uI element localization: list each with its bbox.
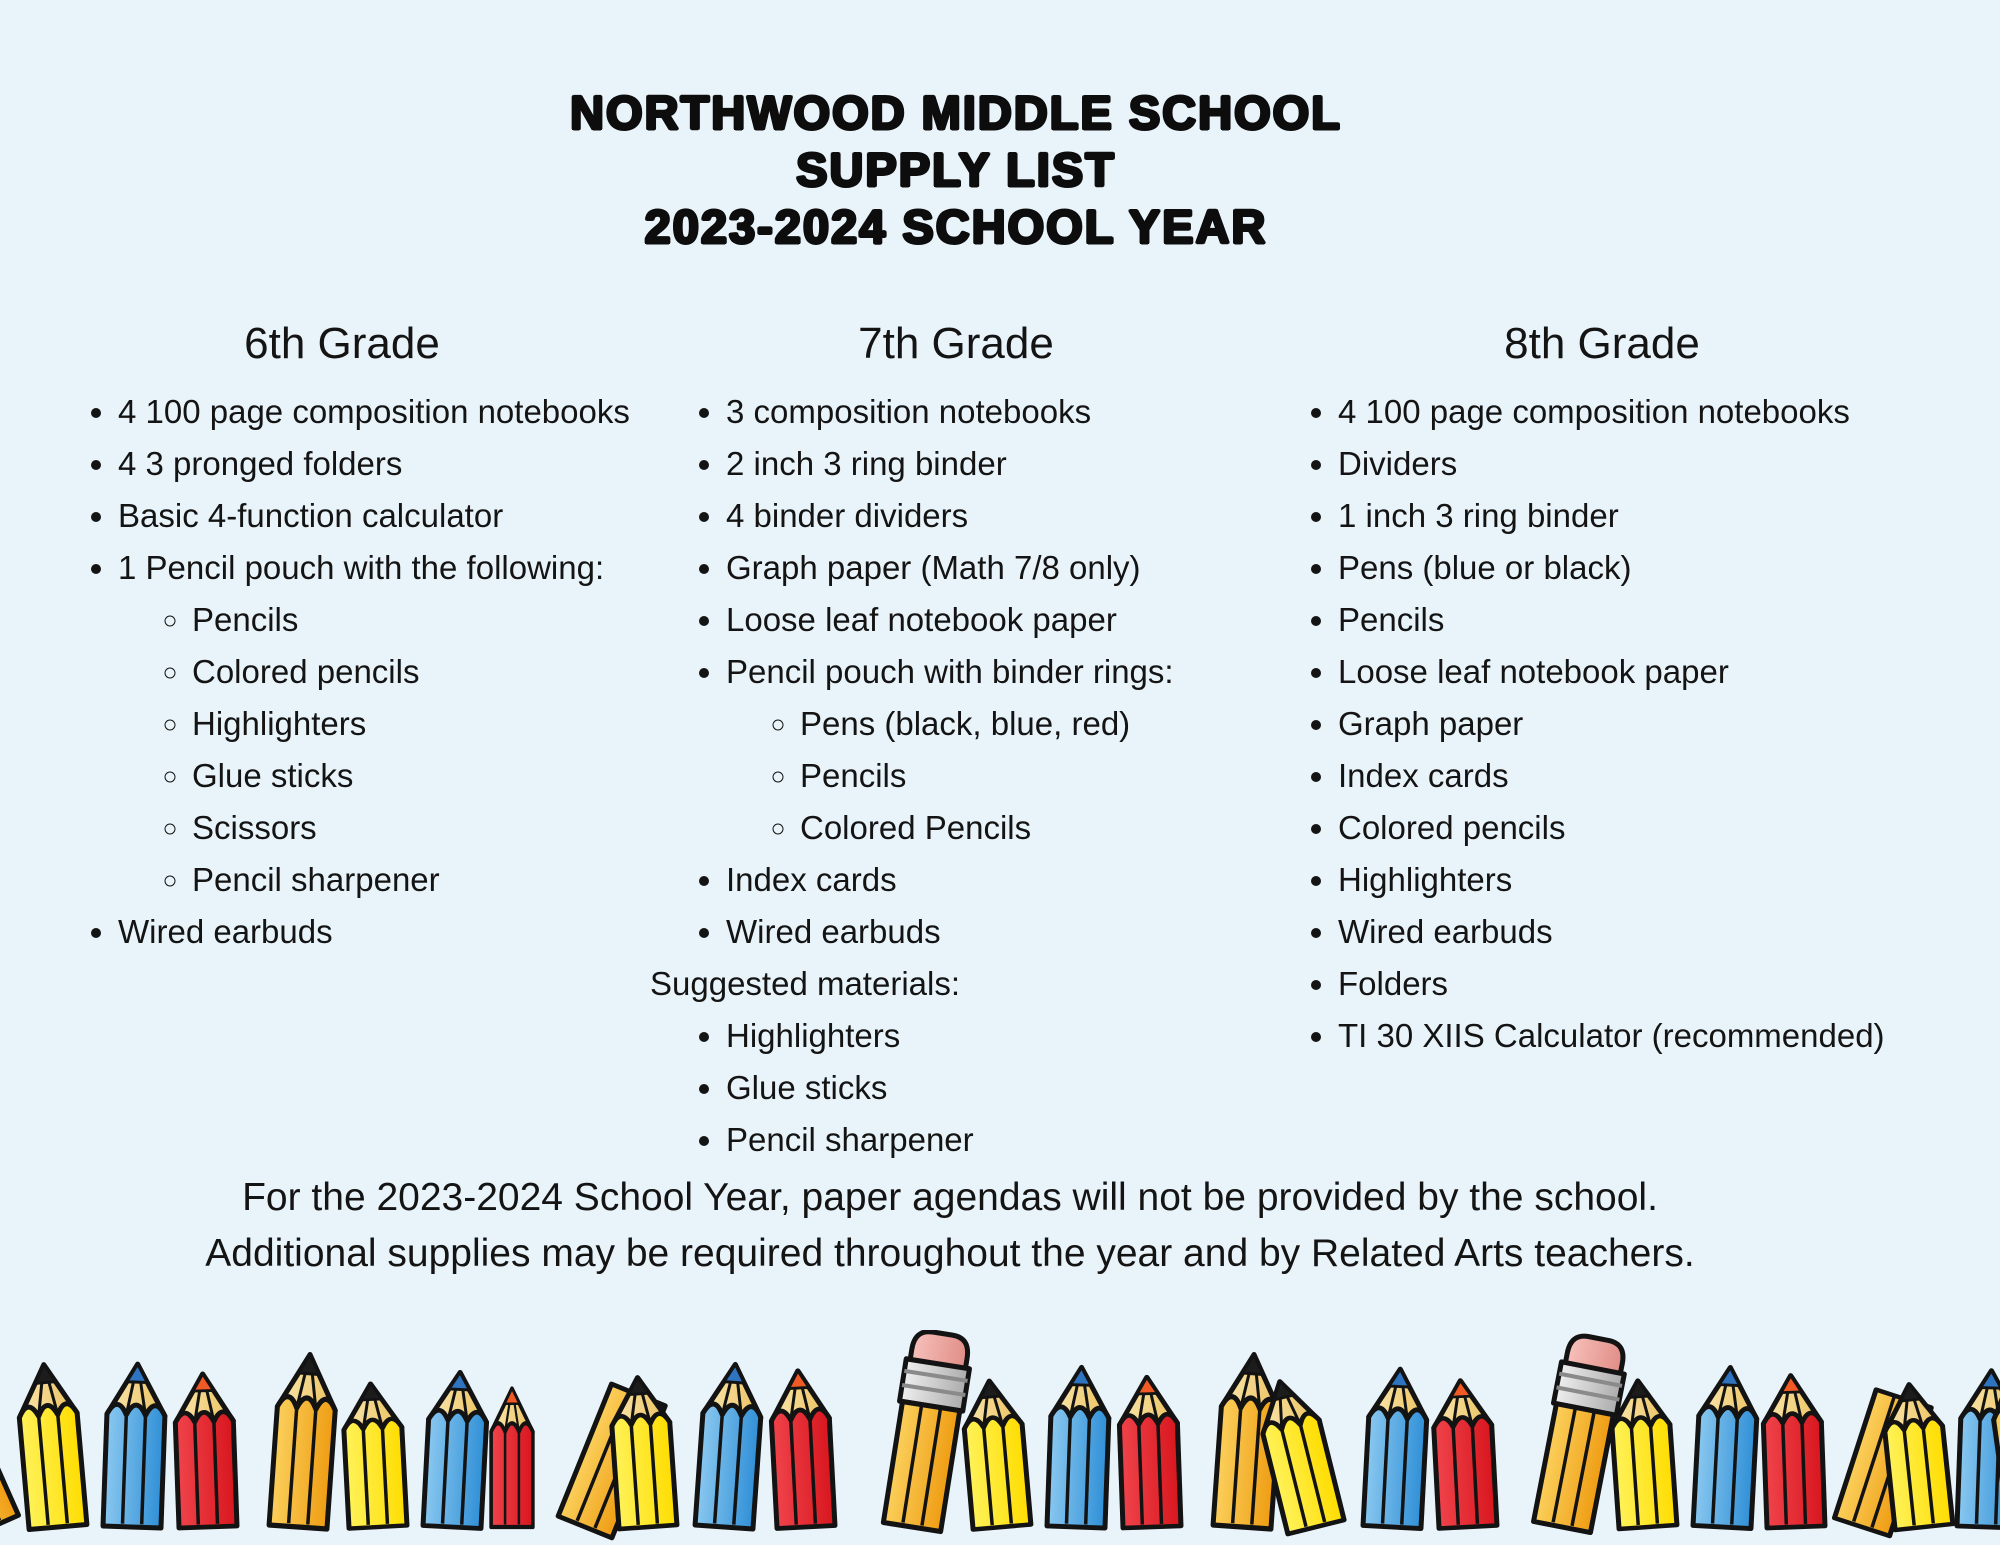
pencil-icon <box>0 1339 21 1540</box>
list-item: • 3 composition notebooks <box>726 386 1262 438</box>
column-8th-grade <box>1262 318 1942 1062</box>
sub-list-item: ◦ Pens (black, blue, red) <box>800 698 1262 750</box>
list-item: • Loose leaf notebook paper <box>1338 646 1942 698</box>
page-title <box>0 84 1912 255</box>
pencil-icon <box>1363 1368 1429 1529</box>
list-item: • Pencil sharpener <box>726 1114 1262 1166</box>
title-line-school: NORTHWOOD MIDDLE SCHOOL <box>570 86 1342 139</box>
note-line-additional: Additional supplies may be required throughout the year and by Related Arts teachers. <box>205 1232 1695 1275</box>
sub-list-item: ◦ Glue sticks <box>192 750 642 802</box>
note-line-agendas: For the 2023-2024 School Year, paper agendas will not be provided by the school. <box>242 1176 1658 1219</box>
list-item: • Graph paper (Math 7/8 only) <box>726 542 1262 594</box>
list-item: • Wired earbuds <box>1338 906 1942 958</box>
pencil-icon <box>174 1373 237 1528</box>
list-item: • Pencils <box>1338 594 1942 646</box>
sub-list-item: ◦ Colored pencils <box>192 646 642 698</box>
list-item: • Basic 4-function calculator <box>118 490 642 542</box>
list-item: • Glue sticks <box>726 1062 1262 1114</box>
list-item: • 1 Pencil pouch with the following: ◦ Pencils ◦ Colored pencils ◦ Highlighters ◦ Glue sticks ◦ Scissors ◦ Pencil sharpener <box>118 542 642 906</box>
list-item: • Pencil pouch with binder rings: ◦ Pens (black, blue, red) ◦ Pencils ◦ Colored Pencils <box>726 646 1262 854</box>
sub-list-item: ◦ Pencils <box>800 750 1262 802</box>
list-item: • Highlighters <box>1338 854 1942 906</box>
list-item: • 4 3 pronged folders <box>118 438 642 490</box>
pencil-icon <box>1957 1370 2000 1528</box>
list-item: • Index cards <box>1338 750 1942 802</box>
supply-list-6th <box>42 386 642 958</box>
column-6th-grade <box>42 318 642 958</box>
pencil-icon <box>1693 1366 1759 1529</box>
pencil-icon <box>15 1362 87 1529</box>
title-line-year: 2023-2024 SCHOOL YEAR <box>644 200 1268 253</box>
pencil-icon <box>1762 1374 1825 1528</box>
list-item: • Loose leaf notebook paper <box>726 594 1262 646</box>
sub-list-item: ◦ Colored Pencils <box>800 802 1262 854</box>
list-item: • TI 30 XIIS Calculator (recommended) <box>1338 1010 1942 1062</box>
footer-note <box>0 1170 1900 1282</box>
pencil-icon <box>769 1369 835 1528</box>
pencil-icon <box>960 1378 1031 1529</box>
list-item: • Pens (blue or black) <box>1338 542 1942 594</box>
sub-list <box>726 698 1262 854</box>
list-item: • Folders <box>1338 958 1942 1010</box>
sub-list-item: ◦ Scissors <box>192 802 642 854</box>
sub-list-item: ◦ Highlighters <box>192 698 642 750</box>
column-heading: 8th Grade <box>1504 319 1700 368</box>
list-item: Suggested materials: <box>650 965 961 1002</box>
list-item: • 4 100 page composition notebooks <box>118 386 642 438</box>
pencil-icon <box>342 1382 407 1528</box>
pencil-icon <box>695 1362 764 1529</box>
pencil-border <box>0 1330 2000 1545</box>
column-7th-grade <box>650 318 1262 1166</box>
list-item: • 4 binder dividers <box>726 490 1262 542</box>
list-item: • 1 inch 3 ring binder <box>1338 490 1942 542</box>
pencil-icon <box>880 1330 974 1532</box>
list-item: • 4 100 page composition notebooks <box>1338 386 1942 438</box>
pencil-icon <box>1047 1366 1111 1528</box>
list-item: • Highlighters <box>726 1010 1262 1062</box>
sub-list-item: ◦ Pencil sharpener <box>192 854 642 906</box>
pencil-icon <box>491 1388 533 1527</box>
column-heading: 7th Grade <box>858 319 1054 368</box>
list-item: • Index cards <box>726 854 1262 906</box>
list-item: • Wired earbuds <box>118 906 642 958</box>
title-line-supply-list: SUPPLY LIST <box>796 143 1116 196</box>
sub-list <box>118 594 642 906</box>
list-item: • Graph paper <box>1338 698 1942 750</box>
column-heading: 6th Grade <box>244 319 440 368</box>
sub-list-item: ◦ Pencils <box>192 594 642 646</box>
supply-list-7th <box>650 386 1262 1166</box>
supply-list-8th <box>1262 386 1942 1062</box>
pencil-icon <box>103 1363 167 1528</box>
list-item: • 2 inch 3 ring binder <box>726 438 1262 490</box>
list-item: • Dividers <box>1338 438 1942 490</box>
list-item: • Wired earbuds <box>726 906 1262 958</box>
pencil-icon <box>269 1353 339 1529</box>
pencil-icon <box>1431 1379 1497 1529</box>
list-item: • Colored pencils <box>1338 802 1942 854</box>
pencil-icon <box>1118 1376 1181 1528</box>
pencil-icon <box>423 1371 489 1529</box>
